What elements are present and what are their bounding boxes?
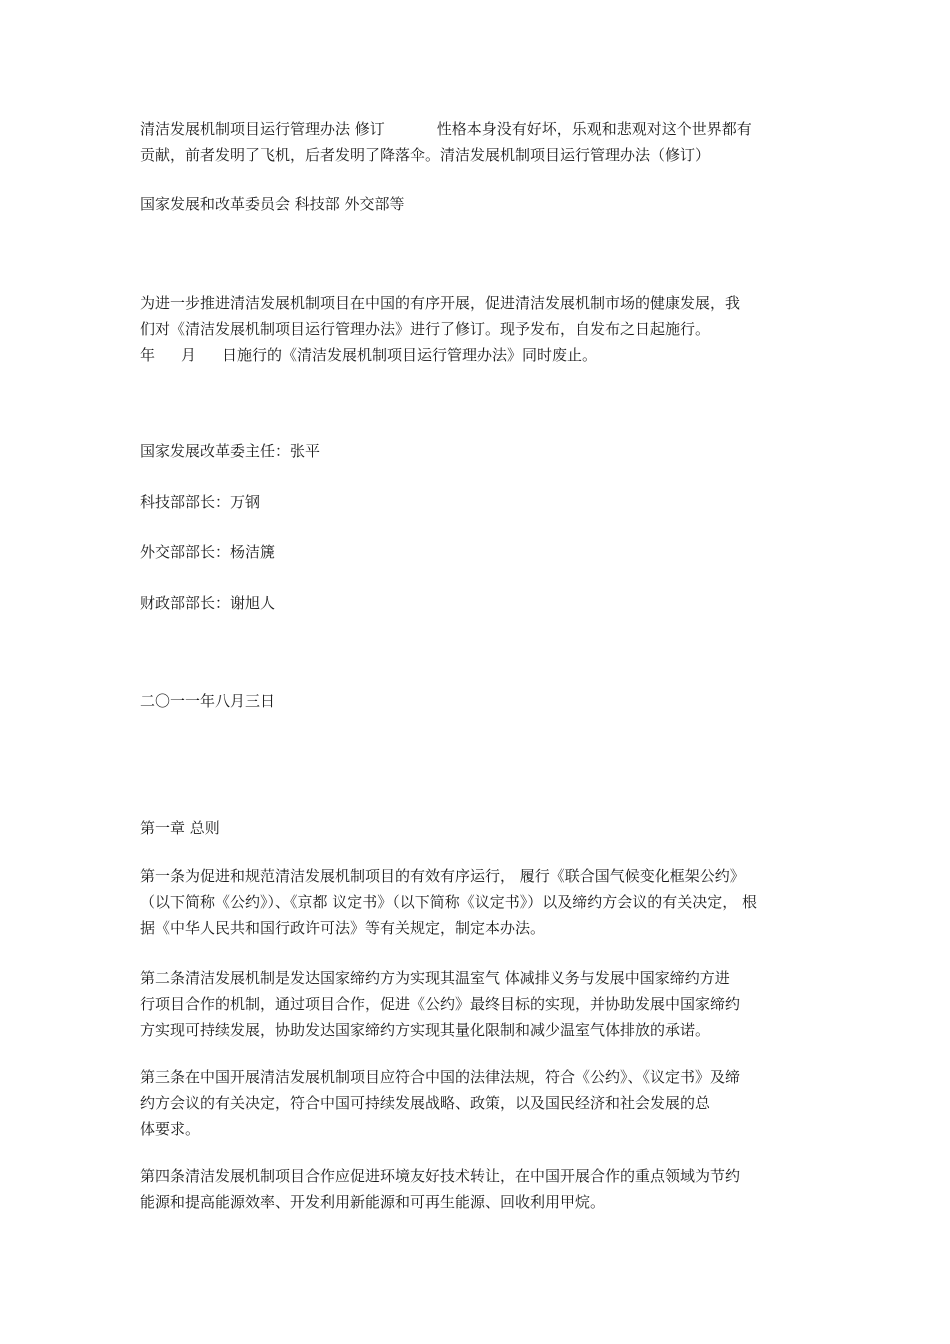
article-2-line: 行项目合作的机制，通过项目合作，促进《公约》最终目标的实现，并协助发展中国家缔约 — [140, 995, 741, 1013]
header-quote-1: 性格本身没有好坏，乐观和悲观对这个世界都有 — [436, 120, 752, 138]
article-1-line: （以下简称《公约》）、《京都 议定书》（以下简称《议定书》）以及缔约方会议的有关决定， 根 — [140, 893, 758, 911]
signatory-line: 国家发展改革委主任：张平 — [140, 442, 321, 460]
preamble-line-1: 为进一步推进清洁发展机制项目在中国的有序开展，促进清洁发展机制市场的健康发展，我 — [140, 294, 741, 312]
header-title: 清洁发展机制项目运行管理办法 修订 — [140, 120, 385, 138]
article-4-line: 第四条清洁发展机制项目合作应促进环境友好技术转让，在中国开展合作的重点领域为节约 — [140, 1167, 741, 1185]
preamble-rest: 日施行的《清洁发展机制项目运行管理办法》同时废止。 — [222, 346, 598, 364]
issuers-line: 国家发展和改革委员会 科技部 外交部等 — [140, 195, 405, 213]
article-2-line: 方实现可持续发展，协助发达国家缔约方实现其量化限制和减少温室气体排放的承诺。 — [140, 1021, 711, 1039]
article-1-line: 第一条为促进和规范清洁发展机制项目的有效有序运行， 履行《联合国气候变化框架公约》 — [140, 867, 745, 885]
article-3-line: 体要求。 — [140, 1120, 201, 1138]
signatory-line: 外交部部长：杨洁篪 — [140, 543, 276, 561]
article-4-line: 能源和提高能源效率、开发利用新能源和可再生能源、回收利用甲烷。 — [140, 1193, 606, 1211]
article-3-line: 第三条在中国开展清洁发展机制项目应符合中国的法律法规，符合《公约》、《议定书》及缔 — [140, 1068, 741, 1086]
preamble-line-3 — [140, 342, 820, 368]
chapter-title: 第一章 总则 — [140, 819, 220, 837]
article-2-line: 第二条清洁发展机制是发达国家缔约方为实现其温室气 体减排义务与发展中国家缔约方进 — [140, 969, 730, 987]
article-1-line: 据《中华人民共和国行政许可法》等有关规定，制定本办法。 — [140, 919, 546, 937]
issue-date: 二〇一一年八月三日 — [140, 692, 276, 710]
header-quote-2: 贡献，前者发明了飞机，后者发明了降落伞。清洁发展机制项目运行管理办法（修订） — [140, 146, 711, 164]
article-3-line: 约方会议的有关决定，符合中国可持续发展战略、政策，以及国民经济和社会发展的总 — [140, 1094, 711, 1112]
preamble-year: 年 — [140, 346, 156, 364]
signatory-line: 财政部部长：谢旭人 — [140, 594, 276, 612]
signatory-line: 科技部部长：万钢 — [140, 493, 261, 511]
header-line-1 — [140, 116, 820, 142]
preamble-line-2: 们对《清洁发展机制项目运行管理办法》进行了修订。现予发布，自发布之日起施行。 — [140, 320, 711, 338]
preamble-month: 月 — [181, 346, 197, 364]
